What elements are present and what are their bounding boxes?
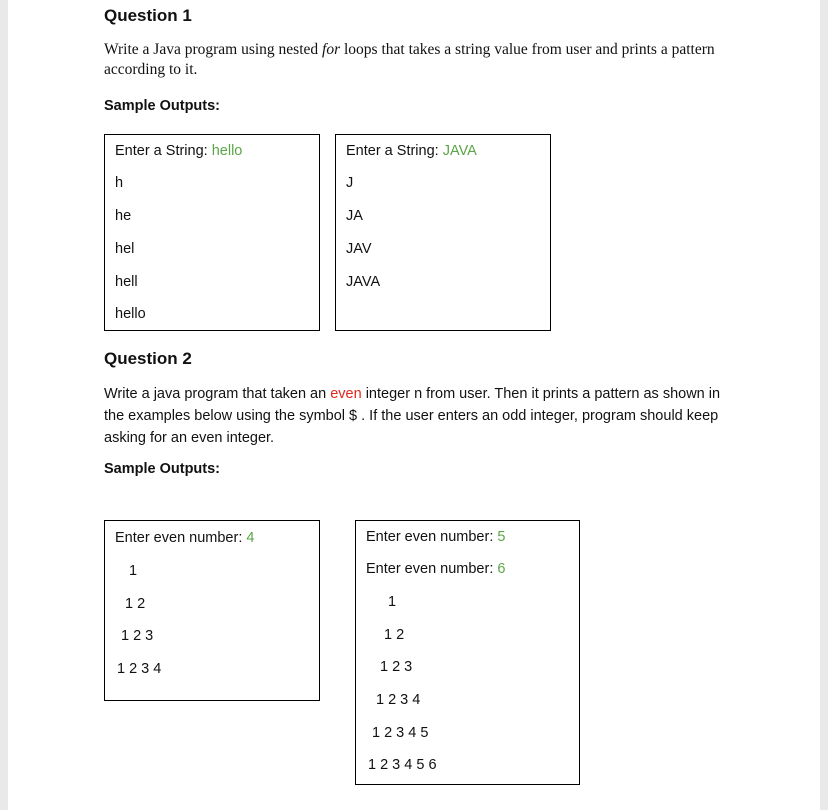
q1-sample-box-java <box>335 134 551 331</box>
question-2-title: Question 2 <box>104 349 192 368</box>
question-1-title: Question 1 <box>104 6 192 25</box>
output-line: JA <box>346 208 363 224</box>
prompt-line: Enter a String: JAVA <box>346 143 477 159</box>
output-line: 1 2 3 4 5 6 <box>368 757 437 773</box>
output-line: JAVA <box>346 274 381 290</box>
document-page <box>8 0 820 810</box>
output-line: hello <box>115 306 146 322</box>
output-line: he <box>115 208 132 224</box>
q2-sample-box-even <box>104 520 320 701</box>
prompt-line: Enter even number: 4 <box>115 530 255 546</box>
output-line: 1 2 3 4 <box>117 661 162 677</box>
output-line: 1 2 3 4 5 <box>372 725 429 741</box>
prompt-line: Enter even number: 5 <box>366 529 506 545</box>
output-line: 1 2 <box>125 596 146 612</box>
output-line: hel <box>115 241 135 257</box>
q1-sample-box-hello <box>104 134 320 331</box>
output-line: 1 2 <box>384 627 405 643</box>
output-line: h <box>115 175 124 191</box>
q2-sample-box-odd-then-even <box>355 520 580 785</box>
output-line: 1 2 3 4 <box>376 692 421 708</box>
output-line: hell <box>115 274 138 290</box>
output-line: 1 2 3 <box>121 628 154 644</box>
output-line: JAV <box>346 241 372 257</box>
question-1-sample-label: Sample Outputs: <box>104 98 221 114</box>
output-line: 1 2 3 <box>380 659 413 675</box>
prompt-line: Enter even number: 6 <box>366 561 506 577</box>
prompt-line: Enter a String: hello <box>115 143 243 159</box>
question-2-sample-label: Sample Outputs: <box>104 461 221 477</box>
output-line: J <box>346 175 354 191</box>
output-line: 1 <box>388 594 397 610</box>
question-1-text: Write a Java program using nested for loops that takes a string value from user and prints a pattern according to it. <box>104 41 715 78</box>
output-line: 1 <box>129 563 138 579</box>
question-2-text: Write a java program that taken an even integer n from user. Then it prints a pattern as shown in the examples below using the symbol $ . If the user enters an odd integer, program should keep asking for an even integer. <box>104 386 721 446</box>
